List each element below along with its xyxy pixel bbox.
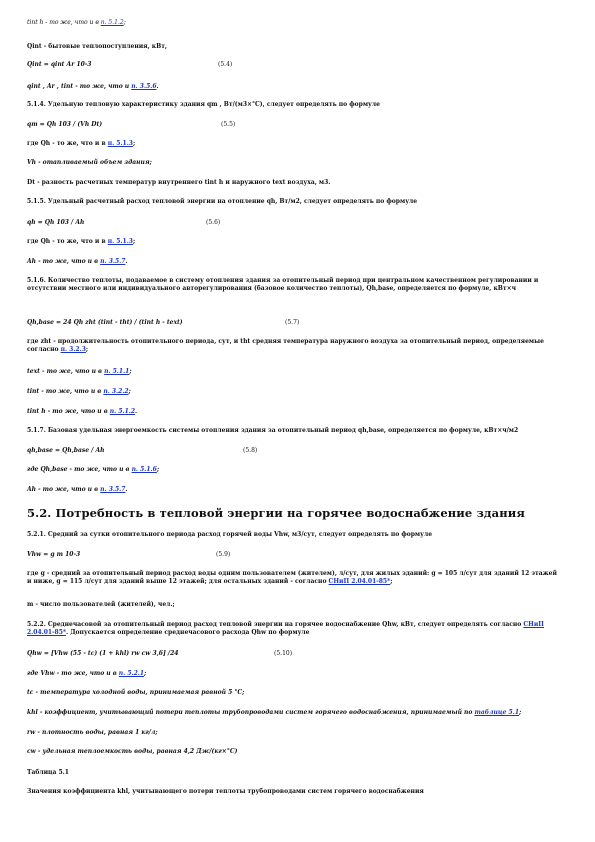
reference-link[interactable]: п. 5.2.1 — [118, 670, 145, 677]
text-line — [27, 338, 562, 354]
text-line — [27, 601, 175, 609]
text-line — [27, 551, 80, 559]
text-line — [27, 319, 183, 327]
line-text-tail: ; — [144, 670, 147, 677]
line-text: tc - температура холодной воды, принимаемая равной 5 °С; — [27, 689, 245, 696]
equation-number: (5.10) — [274, 650, 293, 657]
line-text: 5.1.5. Удельный расчетный расход тепловой энергии на отопление qh, Вт/м2, следует определять по формуле — [27, 198, 418, 205]
text-line — [27, 179, 330, 187]
reference-link[interactable]: п. 5.1.2 — [109, 408, 136, 415]
line-text-tail: ; — [519, 709, 522, 716]
equation-number: (5.8) — [243, 447, 258, 454]
line-text: qint , Ar , tint - то же, что и — [27, 83, 132, 90]
line-text-tail: . — [156, 83, 159, 90]
text-line — [27, 368, 132, 376]
line-text: Qint = qint Ar 10-3 — [27, 61, 92, 68]
line-text-tail: ; — [129, 368, 132, 375]
text-line — [27, 570, 562, 586]
line-text: Ah - то же, что и в — [27, 486, 101, 493]
line-text: qm = Qh 103 / (Vh Dt) — [27, 121, 103, 128]
line-text: qh = Qh 103 / Ah — [27, 219, 85, 226]
text-line — [27, 43, 167, 51]
text-line — [27, 769, 69, 777]
reference-link[interactable]: п. 3.5.7 — [100, 258, 126, 265]
text-line — [27, 159, 152, 167]
line-text: text - то же, что и в — [27, 368, 105, 375]
equation-number: (5.9) — [216, 551, 231, 558]
text-line — [27, 388, 131, 396]
reference-link[interactable]: п. 3.5.6 — [131, 83, 157, 90]
line-text: Vh - отапливаемый объем здания; — [27, 159, 152, 166]
line-text: tint h - то же, что и в — [27, 19, 101, 26]
line-text-tail: ; — [85, 346, 89, 353]
line-text-tail: . — [125, 486, 128, 493]
reference-link[interactable]: п. 5.1.6 — [131, 466, 157, 473]
text-line — [27, 447, 104, 455]
line-text-tail: ; — [390, 578, 393, 585]
line-text: 5.1.7. Базовая удельная энергоемкость системы отопления здания за отопительный период qh,base, определяется по формуле, кВт×ч/м2 — [27, 427, 519, 434]
line-text: 5.1.4. Удельную тепловую характеристику здания qm , Вт/(м3×°С), следует определять по формуле — [27, 101, 380, 108]
text-line — [27, 466, 159, 474]
reference-link[interactable]: таблице 5.1 — [474, 709, 519, 716]
line-text: khl - коэффициент, учитывающий потери теплоты трубопроводами систем горячего водоснабжения, принимаемый по — [27, 709, 475, 716]
line-text: Vhw = g m 10-3 — [27, 551, 81, 558]
text-line — [27, 61, 91, 69]
reference-link[interactable]: СНиП 2.04.01-85* — [27, 621, 544, 636]
line-text: 5.1.6. Количество теплоты, подаваемое в систему отопления здания за отопительный период при центральном качественном регулировании и отсутствии местного или индивидуального авторегулирования (базовое количество теплоты), Qh,base, определяется по формуле, кВт×ч — [27, 277, 539, 292]
line-text: Qh,base = 24 Qh zht (tint - tht) / (tint h - text) — [27, 319, 183, 326]
line-text: где Vhw - то же, что и в — [27, 670, 119, 677]
line-text-tail: ; — [132, 140, 136, 147]
line-text: 5.2.1. Средний за сутки отопительного периода расход горячей воды Vhw, м3/сут, следует определять по формуле — [27, 531, 433, 538]
line-text: m - число пользователей (жителей), чел.; — [27, 601, 175, 608]
text-line — [27, 258, 128, 266]
text-line — [27, 650, 178, 658]
reference-link[interactable]: п. 3.2.2 — [103, 388, 129, 395]
equation-number: (5.6) — [206, 219, 221, 226]
line-text: где Qh,base - то же, что и в — [27, 466, 132, 473]
text-line — [27, 140, 135, 148]
line-text: Ah - то же, что и в — [27, 258, 101, 265]
reference-link[interactable]: п. 5.1.1 — [104, 368, 130, 375]
reference-link[interactable]: п. 3.2.3 — [60, 346, 86, 353]
line-text: Значения коэффициента khl, учитывающего потери теплоты трубопроводами систем горячего водоснабжения — [27, 788, 424, 795]
line-text: tint h - то же, что и в — [27, 408, 110, 415]
reference-link[interactable]: п. 3.5.7 — [100, 486, 126, 493]
text-line — [27, 198, 417, 206]
text-line — [27, 621, 562, 637]
text-line — [27, 101, 380, 109]
line-text: rw - плотность воды, равная 1 кг/л; — [27, 729, 158, 736]
line-text-tail: ; — [156, 466, 160, 473]
line-text: где g - средний за отопительный период расход воды одним пользователем (жителем), л/сут, для жилых зданий: g = 105 л/сут для зданий 12 этажей и ниже, g = 115 л/сут для зданий выше 12 этажей; для остальных зданий - согласно — [27, 570, 557, 585]
section-heading: 5.2. Потребность в тепловой энергии на горячее водоснабжение здания — [27, 506, 525, 520]
text-line — [27, 709, 521, 717]
text-line — [27, 219, 84, 227]
equation-number: (5.4) — [218, 61, 233, 68]
text-line — [27, 689, 244, 697]
reference-link[interactable]: п. 5.1.2 — [100, 19, 124, 26]
reference-link[interactable]: СНиП 2.04.01-85* — [328, 578, 391, 585]
line-text-tail: . — [125, 258, 128, 265]
text-line — [27, 121, 102, 129]
equation-number: (5.7) — [285, 319, 300, 326]
text-line — [27, 83, 159, 91]
line-text-tail: ; — [132, 238, 136, 245]
text-line — [27, 408, 137, 416]
line-text-tail: . Допускается определение среднечасового расхода Qhw по формуле — [66, 629, 310, 636]
reference-link[interactable]: п. 5.1.3 — [107, 140, 133, 147]
line-text: Таблица 5.1 — [27, 769, 69, 776]
text-line — [27, 670, 146, 678]
line-text: cw - удельная теплоемкость воды, равная 4,2 Дж/(кг×°С) — [27, 748, 238, 755]
line-text-tail: ; — [123, 19, 126, 26]
text-line — [27, 748, 237, 756]
line-text-tail: ; — [128, 388, 131, 395]
text-line — [27, 486, 128, 494]
line-text: tint - то же, что и в — [27, 388, 104, 395]
text-line — [27, 427, 518, 435]
line-text: где Qh - то же, что и в — [27, 140, 108, 147]
line-text: qh,base = Qh,base / Ah — [27, 447, 105, 454]
text-line — [27, 19, 126, 27]
line-text: 5.2.2. Среднечасовой за отопительный период расход тепловой энергии на горячее водоснабжение Qhw, кВт, следует определять согласно — [27, 621, 524, 628]
text-line — [27, 729, 158, 737]
line-text-tail: . — [135, 408, 138, 415]
line-text: где Qh - то же, что и в — [27, 238, 108, 245]
text-line — [27, 788, 424, 796]
line-text: где zht - продолжительность отопительного периода, сут, и tht средняя температура наружного воздуха за отопительный период, определяемые согласно — [27, 338, 544, 353]
reference-link[interactable]: п. 5.1.3 — [107, 238, 133, 245]
line-text: Qint - бытовые теплопоступления, кВт, — [27, 43, 168, 50]
line-text: Dt - разность расчетных температур внутреннего tint h и наружного text воздуха, м3. — [27, 179, 331, 186]
text-line — [27, 277, 562, 293]
line-text: Qhw = [Vhw (55 - tc) (1 + khl) rw cw 3,6] /24 — [27, 650, 179, 657]
text-line — [27, 238, 135, 246]
equation-number: (5.5) — [221, 121, 236, 128]
text-line — [27, 531, 432, 539]
